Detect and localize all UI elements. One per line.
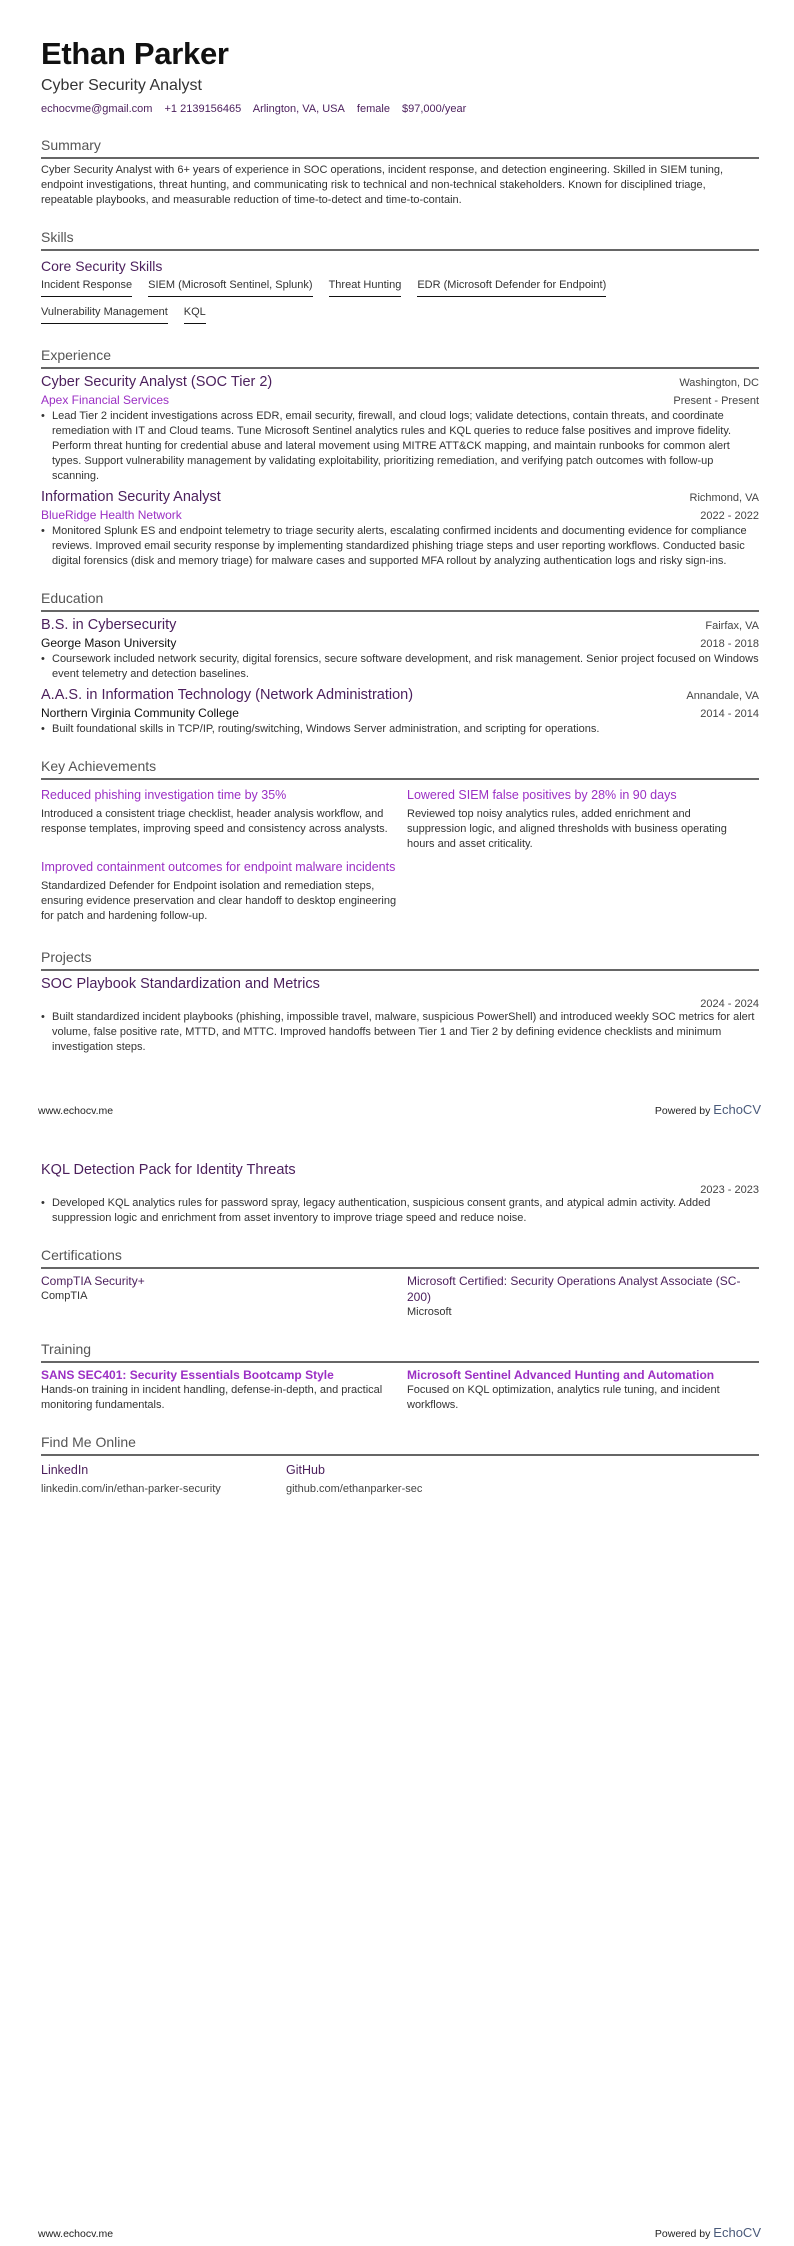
certification-item [407, 1273, 759, 1320]
certification-issuer: Microsoft [407, 1306, 452, 1318]
profile-link-github[interactable] [286, 1462, 531, 1495]
education-dates: 2018 - 2018 [700, 638, 759, 650]
summary-heading: Summary [41, 136, 759, 159]
education-entry [41, 616, 759, 682]
project-bullet: • Built standardized incident playbooks (phishing, impossible travel, malware, suspicious PowerShell) and introduced weekly SOC metrics for alert volume, false positive rate, MTTD, and MTTC. Improved handoffs between Tier 1 and Tier 2 by defining evidence checklists and minimum investigation steps. [51, 1010, 759, 1055]
training-grid [41, 1367, 759, 1413]
powered-by-text: Powered by [654, 1105, 711, 1117]
certification-item [41, 1273, 407, 1320]
skills-group-title: Core Security Skills [41, 258, 163, 274]
contact-line [41, 102, 759, 116]
school-location: Fairfax, VA [705, 620, 759, 632]
project-title: KQL Detection Pack for Identity Threats [41, 1162, 296, 1178]
training-name: SANS SEC401: Security Essentials Bootcamp Style [41, 1368, 334, 1382]
certifications-heading: Certifications [41, 1246, 759, 1269]
education-bullet: • Built foundational skills in TCP/IP, routing/switching, Windows Server administration, and scripting for operations. [51, 722, 759, 737]
achievement-desc: Standardized Defender for Endpoint isolation and remediation steps, ensuring evidence preservation and clear handoff to desktop engineering for patch and hardening follow-up. [41, 880, 397, 922]
footer-site-link[interactable]: www.echocv.me [38, 2228, 114, 2240]
skills-heading: Skills [41, 228, 759, 251]
project-bullet: • Developed KQL analytics rules for password spray, legacy authentication, suspicious consent grants, and atypical admin activity. Added suppression logic and enrichment from asset inventory to improve triage speed and reduce noise. [51, 1196, 759, 1226]
job-dates: 2022 - 2022 [700, 510, 759, 522]
skill-tag: Incident Response [41, 278, 132, 297]
certification-name: Microsoft Certified: Security Operations Analyst Associate (SC-200) [407, 1274, 741, 1304]
projects-heading: Projects [41, 948, 759, 971]
contact-location: Arlington, VA, USA [252, 103, 345, 115]
project-entry [41, 1161, 759, 1226]
education-heading: Education [41, 589, 759, 612]
job-bullet: • Lead Tier 2 incident investigations across EDR, email security, firewall, and cloud logs; validate detections, contain threats, and coordinate remediation with IT and Cloud teams. Tune Microsoft Sentinel analytics rules and KQL queries to reduce false positives and improve fidelity. Perform threat hunting for credential abuse and lateral movement using MITRE ATT&CK mapping, and maintain runbooks for common alert types. Support vulnerability management by validating exploitability, prioritizing remediation, and verifying patch outcomes with follow-up scanning. [51, 409, 759, 484]
footer-powered [655, 1102, 761, 1117]
experience-heading: Experience [41, 346, 759, 369]
candidate-name: Ethan Parker [41, 36, 229, 71]
company-name: BlueRidge Health Network [41, 508, 182, 522]
achievement-desc: Introduced a consistent triage checklist, header analysis workflow, and response templates, improving speed and consistency across analysts. [41, 808, 388, 835]
training-desc: Focused on KQL optimization, analytics rule tuning, and incident workflows. [407, 1384, 720, 1411]
project-dates: 2024 - 2024 [700, 998, 759, 1010]
job-title: Cyber Security Analyst (SOC Tier 2) [41, 374, 273, 390]
contact-phone[interactable]: +1 2139156465 [164, 103, 242, 115]
powered-by-text: Powered by [654, 2228, 711, 2240]
degree: A.A.S. in Information Technology (Network Administration) [41, 687, 414, 703]
experience-entry [41, 373, 759, 484]
school-location: Annandale, VA [686, 690, 759, 702]
achievement-item [41, 856, 407, 928]
job-bullet: • Monitored Splunk ES and endpoint telemetry to triage security alerts, escalating confirmed incidents and documenting evidence for compliance reviews. Improved email security response by implementing standardized phishing triage steps and user reporting workflows. Conducted basic digital forensics (disk and memory triage) for malware cases and supported MFA rollout by analyzing authentication logs and risky sign-ins. [51, 524, 759, 569]
job-title: Information Security Analyst [41, 489, 221, 505]
project-title: SOC Playbook Standardization and Metrics [41, 976, 320, 992]
school-name: George Mason University [41, 636, 177, 650]
training-heading: Training [41, 1340, 759, 1363]
footer-site-link[interactable]: www.echocv.me [38, 1105, 114, 1117]
achievement-title: Lowered SIEM false positives by 28% in 90 days [407, 788, 677, 802]
training-item [407, 1367, 759, 1413]
link-label: LinkedIn [41, 1463, 89, 1477]
summary-text: Cyber Security Analyst with 6+ years of experience in SOC operations, incident response, and detection engineering. Skilled in SIEM tuning, endpoint investigations, threat hunting, and communicating risk to technical and non-technical stakeholders. Known for disciplined triage, repeatable playbooks, and measurable reduction of time-to-detect and time-to-contain. [41, 164, 724, 206]
echocv-logo[interactable]: EchoCV [713, 2225, 761, 2240]
project-entry [41, 975, 759, 1055]
achievements-heading: Key Achievements [41, 757, 759, 780]
footer-powered [655, 2225, 761, 2240]
experience-entry [41, 488, 759, 569]
contact-gender: female [356, 103, 390, 115]
training-item [41, 1367, 407, 1413]
page-footer [38, 1102, 761, 1117]
project-dates: 2023 - 2023 [700, 1184, 759, 1196]
contact-salary: $97,000/year [402, 103, 467, 115]
link-url[interactable]: linkedin.com/in/ethan-parker-security [41, 1483, 221, 1495]
training-desc: Hands-on training in incident handling, defense-in-depth, and practical monitoring fundamentals. [41, 1384, 383, 1411]
resume-page-2 [0, 1123, 794, 2246]
online-links [41, 1462, 759, 1495]
achievement-desc: Reviewed top noisy analytics rules, added enrichment and suppression logic, and aligned thresholds with business operating hours and asset criticality. [407, 808, 727, 850]
job-location: Richmond, VA [689, 492, 759, 504]
skill-tag: KQL [184, 305, 206, 324]
skill-tag: Threat Hunting [329, 278, 402, 297]
achievement-title: Reduced phishing investigation time by 35% [41, 788, 287, 802]
company-name: Apex Financial Services [41, 393, 170, 407]
page-footer [38, 2225, 761, 2240]
online-heading: Find Me Online [41, 1433, 759, 1456]
link-url[interactable]: github.com/ethanparker-sec [286, 1483, 423, 1495]
candidate-title: Cyber Security Analyst [41, 77, 202, 94]
skill-tag: Vulnerability Management [41, 305, 168, 324]
achievements-grid [41, 784, 759, 928]
link-label: GitHub [286, 1463, 325, 1477]
certification-name: CompTIA Security+ [41, 1274, 145, 1288]
job-location: Washington, DC [679, 377, 759, 389]
profile-link-linkedin[interactable] [41, 1462, 286, 1495]
degree: B.S. in Cybersecurity [41, 617, 177, 633]
achievement-title: Improved containment outcomes for endpoint malware incidents [41, 860, 396, 874]
training-name: Microsoft Sentinel Advanced Hunting and Automation [407, 1368, 715, 1382]
certification-issuer: CompTIA [41, 1290, 88, 1302]
achievement-item [41, 784, 407, 856]
achievement-item [407, 784, 759, 856]
education-dates: 2014 - 2014 [700, 708, 759, 720]
echocv-logo[interactable]: EchoCV [713, 1102, 761, 1117]
skills-list [41, 278, 759, 332]
skill-tag: SIEM (Microsoft Sentinel, Splunk) [148, 278, 312, 297]
job-dates: Present - Present [673, 395, 759, 407]
education-entry [41, 686, 759, 737]
school-name: Northern Virginia Community College [41, 706, 239, 720]
certifications-grid [41, 1273, 759, 1320]
contact-email[interactable]: echocvme@gmail.com [41, 103, 153, 115]
education-bullet: • Coursework included network security, digital forensics, secure software development, and risk management. Senior project focused on Windows event telemetry and detection baselines. [51, 652, 759, 682]
skill-tag: EDR (Microsoft Defender for Endpoint) [417, 278, 606, 297]
